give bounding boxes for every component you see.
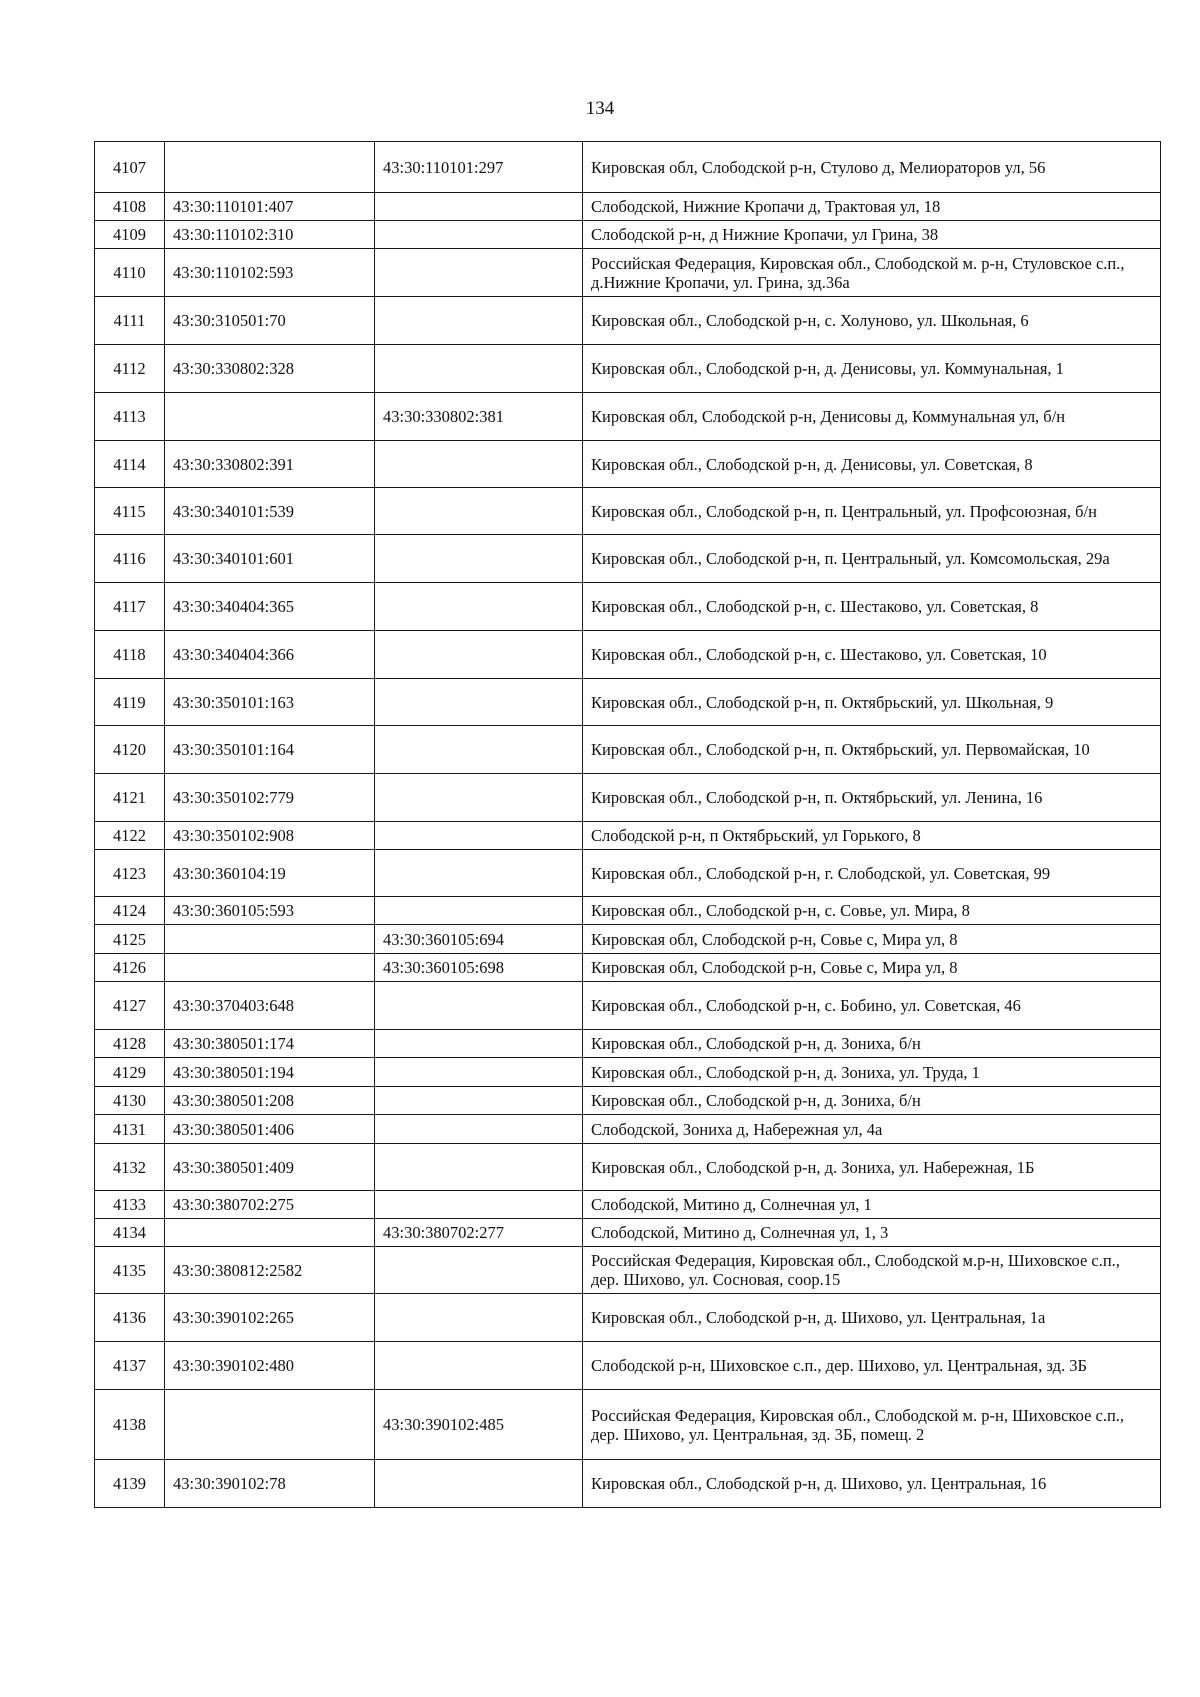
cadastral-number-land: 43:30:390102:480 bbox=[165, 1342, 375, 1390]
cadastral-number-land bbox=[165, 1390, 375, 1460]
registry-table bbox=[94, 141, 1161, 1508]
row-number: 4131 bbox=[95, 1115, 165, 1144]
cadastral-number-building bbox=[375, 1460, 583, 1508]
table-row bbox=[95, 1390, 1161, 1460]
cadastral-number-land: 43:30:380702:275 bbox=[165, 1191, 375, 1219]
table-row bbox=[95, 393, 1161, 441]
row-number: 4114 bbox=[95, 441, 165, 488]
table-row bbox=[95, 774, 1161, 822]
object-address: Российская Федерация, Кировская обл., Слободской м. р-н, Шиховское с.п., дер. Шихово, ул. Центральная, зд. 3Б, помещ. 2 bbox=[583, 1390, 1161, 1460]
object-address: Кировская обл, Слободской р-н, Денисовы д, Коммунальная ул, б/н bbox=[583, 393, 1161, 441]
cadastral-number-building bbox=[375, 1342, 583, 1390]
row-number: 4134 bbox=[95, 1219, 165, 1247]
cadastral-number-land: 43:30:370403:648 bbox=[165, 982, 375, 1030]
cadastral-number-building bbox=[375, 897, 583, 925]
table-row bbox=[95, 1058, 1161, 1087]
table-row bbox=[95, 441, 1161, 488]
cadastral-number-building bbox=[375, 1191, 583, 1219]
object-address: Кировская обл., Слободской р-н, д. Зониха, ул. Труда, 1 bbox=[583, 1058, 1161, 1087]
table-row bbox=[95, 221, 1161, 249]
table-row bbox=[95, 1144, 1161, 1191]
cadastral-number-building bbox=[375, 488, 583, 535]
cadastral-number-building bbox=[375, 345, 583, 393]
object-address: Кировская обл., Слободской р-н, д. Денисовы, ул. Советская, 8 bbox=[583, 441, 1161, 488]
cadastral-number-land: 43:30:380501:194 bbox=[165, 1058, 375, 1087]
cadastral-number-building bbox=[375, 850, 583, 897]
row-number: 4120 bbox=[95, 726, 165, 774]
table-row bbox=[95, 679, 1161, 726]
table-row bbox=[95, 850, 1161, 897]
cadastral-number-building bbox=[375, 679, 583, 726]
table-row bbox=[95, 1294, 1161, 1342]
cadastral-number-land: 43:30:350101:163 bbox=[165, 679, 375, 726]
row-number: 4115 bbox=[95, 488, 165, 535]
row-number: 4110 bbox=[95, 249, 165, 297]
row-number: 4111 bbox=[95, 297, 165, 345]
row-number: 4133 bbox=[95, 1191, 165, 1219]
row-number: 4121 bbox=[95, 774, 165, 822]
row-number: 4126 bbox=[95, 954, 165, 982]
cadastral-number-building bbox=[375, 1087, 583, 1115]
cadastral-number-building bbox=[375, 583, 583, 631]
table-row bbox=[95, 488, 1161, 535]
page-number: 134 bbox=[585, 98, 615, 119]
cadastral-number-building bbox=[375, 726, 583, 774]
row-number: 4122 bbox=[95, 822, 165, 850]
table-row bbox=[95, 1087, 1161, 1115]
table-row bbox=[95, 1247, 1161, 1294]
object-address: Кировская обл., Слободской р-н, г. Слободской, ул. Советская, 99 bbox=[583, 850, 1161, 897]
row-number: 4127 bbox=[95, 982, 165, 1030]
table-row bbox=[95, 583, 1161, 631]
object-address: Слободской, Митино д, Солнечная ул, 1 bbox=[583, 1191, 1161, 1219]
cadastral-number-building bbox=[375, 774, 583, 822]
cadastral-number-land: 43:30:340101:601 bbox=[165, 535, 375, 583]
cadastral-number-land bbox=[165, 142, 375, 193]
cadastral-number-land: 43:30:350102:908 bbox=[165, 822, 375, 850]
object-address: Кировская обл., Слободской р-н, п. Октябрьский, ул. Ленина, 16 bbox=[583, 774, 1161, 822]
cadastral-number-building bbox=[375, 1294, 583, 1342]
cadastral-number-land bbox=[165, 925, 375, 954]
table-row bbox=[95, 925, 1161, 954]
row-number: 4129 bbox=[95, 1058, 165, 1087]
cadastral-number-land: 43:30:380501:174 bbox=[165, 1030, 375, 1058]
table-row bbox=[95, 897, 1161, 925]
table-row bbox=[95, 1115, 1161, 1144]
table-row bbox=[95, 297, 1161, 345]
table-row bbox=[95, 535, 1161, 583]
object-address: Кировская обл., Слободской р-н, с. Шестаково, ул. Советская, 10 bbox=[583, 631, 1161, 679]
table-row bbox=[95, 193, 1161, 221]
cadastral-number-building bbox=[375, 441, 583, 488]
table-row bbox=[95, 1460, 1161, 1508]
cadastral-number-building: 43:30:390102:485 bbox=[375, 1390, 583, 1460]
cadastral-number-building bbox=[375, 535, 583, 583]
cadastral-number-building bbox=[375, 221, 583, 249]
table-row bbox=[95, 1191, 1161, 1219]
cadastral-number-land: 43:30:350101:164 bbox=[165, 726, 375, 774]
object-address: Кировская обл., Слободской р-н, д. Зониха, ул. Набережная, 1Б bbox=[583, 1144, 1161, 1191]
cadastral-number-building: 43:30:110101:297 bbox=[375, 142, 583, 193]
cadastral-number-building bbox=[375, 1115, 583, 1144]
cadastral-number-land: 43:30:110101:407 bbox=[165, 193, 375, 221]
object-address: Слободской р-н, Шиховское с.п., дер. Шихово, ул. Центральная, зд. 3Б bbox=[583, 1342, 1161, 1390]
row-number: 4137 bbox=[95, 1342, 165, 1390]
cadastral-number-land bbox=[165, 954, 375, 982]
row-number: 4113 bbox=[95, 393, 165, 441]
object-address: Слободской р-н, п Октябрьский, ул Горького, 8 bbox=[583, 822, 1161, 850]
table-row bbox=[95, 1342, 1161, 1390]
row-number: 4128 bbox=[95, 1030, 165, 1058]
row-number: 4136 bbox=[95, 1294, 165, 1342]
cadastral-number-land: 43:30:380501:409 bbox=[165, 1144, 375, 1191]
cadastral-number-building bbox=[375, 1030, 583, 1058]
cadastral-number-land: 43:30:390102:265 bbox=[165, 1294, 375, 1342]
cadastral-number-building bbox=[375, 193, 583, 221]
object-address: Кировская обл, Слободской р-н, Стулово д, Мелиораторов ул, 56 bbox=[583, 142, 1161, 193]
cadastral-number-building: 43:30:360105:694 bbox=[375, 925, 583, 954]
cadastral-number-building: 43:30:330802:381 bbox=[375, 393, 583, 441]
table-row bbox=[95, 982, 1161, 1030]
object-address: Кировская обл., Слободской р-н, д. Зониха, б/н bbox=[583, 1087, 1161, 1115]
row-number: 4107 bbox=[95, 142, 165, 193]
cadastral-number-land: 43:30:110102:593 bbox=[165, 249, 375, 297]
cadastral-number-building bbox=[375, 297, 583, 345]
cadastral-number-building bbox=[375, 631, 583, 679]
cadastral-number-land: 43:30:390102:78 bbox=[165, 1460, 375, 1508]
table-row bbox=[95, 822, 1161, 850]
row-number: 4139 bbox=[95, 1460, 165, 1508]
registry-table-body bbox=[95, 142, 1161, 1508]
row-number: 4109 bbox=[95, 221, 165, 249]
object-address: Слободской, Зониха д, Набережная ул, 4а bbox=[583, 1115, 1161, 1144]
object-address: Кировская обл., Слободской р-н, п. Центральный, ул. Профсоюзная, б/н bbox=[583, 488, 1161, 535]
row-number: 4135 bbox=[95, 1247, 165, 1294]
object-address: Кировская обл., Слободской р-н, с. Холуново, ул. Школьная, 6 bbox=[583, 297, 1161, 345]
object-address: Кировская обл., Слободской р-н, д. Зониха, б/н bbox=[583, 1030, 1161, 1058]
row-number: 4124 bbox=[95, 897, 165, 925]
table-row bbox=[95, 631, 1161, 679]
object-address: Кировская обл, Слободской р-н, Совье с, Мира ул, 8 bbox=[583, 925, 1161, 954]
object-address: Слободской р-н, д Нижние Кропачи, ул Грина, 38 bbox=[583, 221, 1161, 249]
cadastral-number-land: 43:30:330802:328 bbox=[165, 345, 375, 393]
table-row bbox=[95, 1219, 1161, 1247]
cadastral-number-building bbox=[375, 1247, 583, 1294]
cadastral-number-land: 43:30:340101:539 bbox=[165, 488, 375, 535]
row-number: 4125 bbox=[95, 925, 165, 954]
row-number: 4130 bbox=[95, 1087, 165, 1115]
object-address: Кировская обл., Слободской р-н, с. Шестаково, ул. Советская, 8 bbox=[583, 583, 1161, 631]
object-address: Слободской, Митино д, Солнечная ул, 1, 3 bbox=[583, 1219, 1161, 1247]
table-row bbox=[95, 954, 1161, 982]
cadastral-number-building: 43:30:360105:698 bbox=[375, 954, 583, 982]
object-address: Слободской, Нижние Кропачи д, Трактовая ул, 18 bbox=[583, 193, 1161, 221]
row-number: 4116 bbox=[95, 535, 165, 583]
table-row bbox=[95, 249, 1161, 297]
table-row bbox=[95, 1030, 1161, 1058]
object-address: Кировская обл, Слободской р-н, Совье с, Мира ул, 8 bbox=[583, 954, 1161, 982]
cadastral-number-land bbox=[165, 393, 375, 441]
table-row bbox=[95, 726, 1161, 774]
cadastral-number-land: 43:30:340404:365 bbox=[165, 583, 375, 631]
cadastral-number-land: 43:30:360105:593 bbox=[165, 897, 375, 925]
object-address: Российская Федерация, Кировская обл., Слободской м. р-н, Стуловское с.п., д.Нижние Кропачи, ул. Грина, зд.36а bbox=[583, 249, 1161, 297]
table-row bbox=[95, 345, 1161, 393]
cadastral-number-land: 43:30:110102:310 bbox=[165, 221, 375, 249]
table-row bbox=[95, 142, 1161, 193]
cadastral-number-land: 43:30:330802:391 bbox=[165, 441, 375, 488]
cadastral-number-land bbox=[165, 1219, 375, 1247]
object-address: Кировская обл., Слободской р-н, д. Шихово, ул. Центральная, 16 bbox=[583, 1460, 1161, 1508]
object-address: Кировская обл., Слободской р-н, д. Шихово, ул. Центральная, 1а bbox=[583, 1294, 1161, 1342]
cadastral-number-building bbox=[375, 822, 583, 850]
object-address: Кировская обл., Слободской р-н, с. Совье, ул. Мира, 8 bbox=[583, 897, 1161, 925]
cadastral-number-building bbox=[375, 1058, 583, 1087]
object-address: Кировская обл., Слободской р-н, п. Октябрьский, ул. Школьная, 9 bbox=[583, 679, 1161, 726]
cadastral-number-land: 43:30:380812:2582 bbox=[165, 1247, 375, 1294]
object-address: Российская Федерация, Кировская обл., Слободской м.р-н, Шиховское с.п., дер. Шихово, ул. Сосновая, соор.15 bbox=[583, 1247, 1161, 1294]
row-number: 4123 bbox=[95, 850, 165, 897]
cadastral-number-land: 43:30:350102:779 bbox=[165, 774, 375, 822]
row-number: 4118 bbox=[95, 631, 165, 679]
cadastral-number-building bbox=[375, 1144, 583, 1191]
object-address: Кировская обл., Слободской р-н, с. Бобино, ул. Советская, 46 bbox=[583, 982, 1161, 1030]
object-address: Кировская обл., Слободской р-н, д. Денисовы, ул. Коммунальная, 1 bbox=[583, 345, 1161, 393]
object-address: Кировская обл., Слободской р-н, п. Октябрьский, ул. Первомайская, 10 bbox=[583, 726, 1161, 774]
row-number: 4119 bbox=[95, 679, 165, 726]
cadastral-number-building bbox=[375, 249, 583, 297]
cadastral-number-land: 43:30:360104:19 bbox=[165, 850, 375, 897]
cadastral-number-land: 43:30:340404:366 bbox=[165, 631, 375, 679]
cadastral-number-land: 43:30:310501:70 bbox=[165, 297, 375, 345]
row-number: 4138 bbox=[95, 1390, 165, 1460]
row-number: 4132 bbox=[95, 1144, 165, 1191]
cadastral-number-building bbox=[375, 982, 583, 1030]
row-number: 4117 bbox=[95, 583, 165, 631]
cadastral-number-land: 43:30:380501:208 bbox=[165, 1087, 375, 1115]
cadastral-number-building: 43:30:380702:277 bbox=[375, 1219, 583, 1247]
row-number: 4108 bbox=[95, 193, 165, 221]
object-address: Кировская обл., Слободской р-н, п. Центральный, ул. Комсомольская, 29а bbox=[583, 535, 1161, 583]
cadastral-number-land: 43:30:380501:406 bbox=[165, 1115, 375, 1144]
row-number: 4112 bbox=[95, 345, 165, 393]
